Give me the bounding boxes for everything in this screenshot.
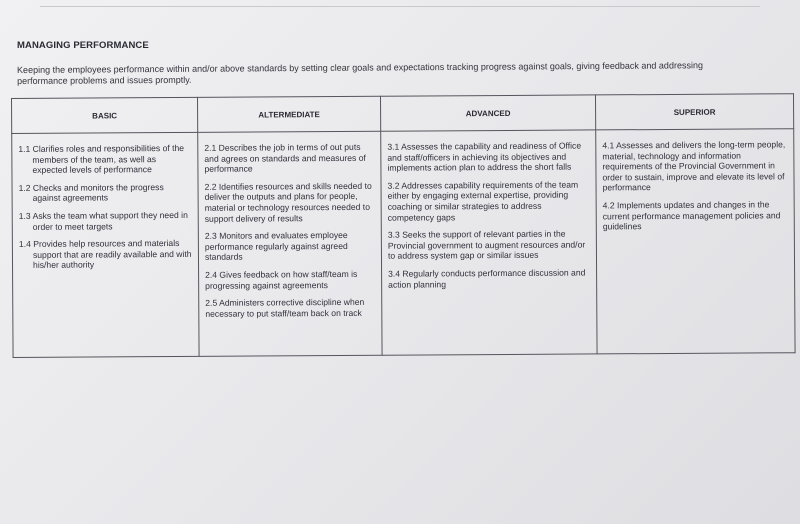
table-row	[12, 129, 795, 358]
competency-table	[11, 93, 796, 358]
basic-cell	[12, 132, 199, 357]
superior-item-4-1: 4.1 Assesses and delivers the long-term people, material, technology and information requirements of the Provincial Government in order to sustain, improve and elevate its level of performance	[602, 139, 786, 193]
altermediate-item-2-1: 2.1 Describes the job in terms of out puts and agrees on standards and measures of performance	[204, 141, 366, 175]
basic-item-1-2: 1.2 Checks and monitors the progress against agreements	[18, 181, 164, 204]
header-basic: BASIC	[12, 97, 198, 133]
superior-cell	[596, 129, 795, 354]
altermediate-item-2-4: 2.4 Gives feedback on how staff/team is progressing against agreements	[205, 268, 358, 291]
table-header-row	[12, 94, 794, 134]
basic-item-1-3: 1.3 Asks the team what support they need in order to meet targets	[18, 209, 188, 232]
altermediate-item-2-2: 2.2 Identifies resources and skills needed to deliver the outputs and plans for people, material or technology resources needed to support delivery of results	[204, 180, 372, 224]
altermediate-item-2-3: 2.3 Monitors and evaluates employee performance regularly against agreed standards	[204, 230, 348, 263]
basic-item-1-1: 1.1 Clarifies roles and responsibilities of the members of the team, as well as expected levels of performance	[18, 142, 185, 176]
advanced-item-3-4: 3.4 Regularly conducts performance discussion and action planning	[388, 267, 586, 290]
document-title: MANAGING PERFORMANCE	[17, 40, 149, 51]
altermediate-item-2-5: 2.5 Administers corrective discipline when necessary to put staff/team back on track	[205, 296, 365, 319]
competency-table-wrapper	[11, 93, 795, 358]
altermediate-cell	[198, 131, 382, 356]
document-intro: Keeping the employees performance within and/or above standards by setting clear goals and expectations tracking progress against goals, giving feedback and addressing performance problems and issues promptly.	[17, 60, 703, 86]
header-altermediate: ALTERMEDIATE	[197, 96, 380, 132]
advanced-item-3-2: 3.2 Addresses capability requirements of the team either by engaging external expertise, providing coaching or similar strategies to address competency gaps	[387, 179, 579, 223]
header-advanced: ADVANCED	[380, 95, 595, 131]
basic-item-1-4: 1.4 Provides help resources and materials support that are readily available and with his/her authority	[18, 238, 192, 271]
page-edge-line	[40, 6, 760, 7]
advanced-cell	[381, 130, 597, 355]
advanced-item-3-1: 3.1 Assesses the capability and readiness of Office and staff/officers in achieving its objectives and implements action plan to address the short falls	[387, 140, 582, 173]
superior-item-4-2: 4.2 Implements updates and changes in the current performance management policies and guidelines	[602, 199, 781, 232]
advanced-item-3-3: 3.3 Seeks the support of relevant parties in the Provincial government to augment resources and/or to address system gap or similar issues	[387, 228, 586, 262]
header-superior: SUPERIOR	[595, 94, 793, 130]
